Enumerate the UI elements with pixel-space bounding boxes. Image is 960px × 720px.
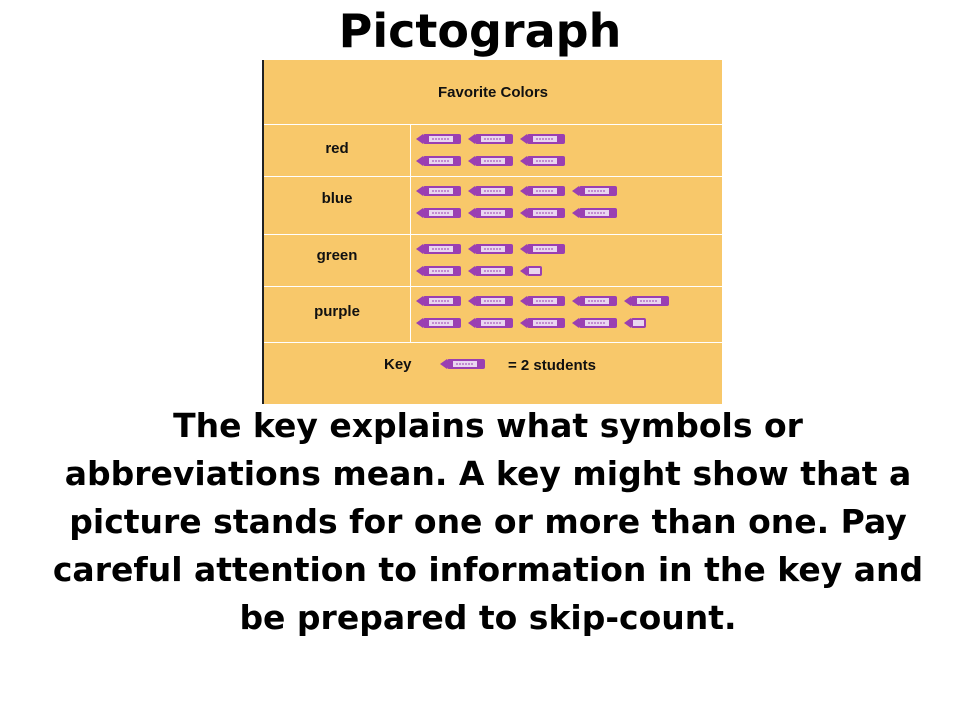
symbol-purple-crayon-icon (520, 316, 566, 330)
symbol-blue-crayon-icon (468, 184, 514, 198)
grid-row-line (264, 176, 722, 177)
symbol-blue-crayon-icon (572, 206, 618, 220)
category-label-blue: blue (321, 190, 353, 207)
symbol-red-crayon-icon (468, 154, 514, 168)
grid-row-line (264, 342, 722, 343)
grid-column-line (410, 124, 411, 342)
symbol-green-crayon-icon (520, 242, 566, 256)
category-label-green: green (316, 247, 358, 264)
symbol-blue-crayon-icon (520, 206, 566, 220)
symbol-purple-crayon-icon (416, 294, 462, 308)
symbol-green-crayon-icon (468, 264, 514, 278)
symbol-red-crayon-icon (416, 132, 462, 146)
symbol-red-crayon-icon (520, 154, 566, 168)
symbol-red-crayon-icon (468, 132, 514, 146)
symbol-green-crayon-icon (416, 264, 462, 278)
symbol-blue-crayon-icon (416, 184, 462, 198)
symbol-red-crayon-icon (416, 154, 462, 168)
symbol-blue-crayon-icon (416, 206, 462, 220)
symbol-green-crayon-icon (520, 264, 543, 278)
chart-title: Favorite Colors (437, 84, 549, 101)
category-label-red: red (325, 140, 349, 157)
symbol-blue-crayon-icon (468, 206, 514, 220)
caption-text: The key explains what symbols or abbreviations mean. A key might show that a picture stands for one or more than one. Pay careful attention to information in the key and be prepared to skip-count. (52, 406, 924, 637)
key-crayon-icon (440, 357, 486, 371)
symbol-green-crayon-icon (468, 242, 514, 256)
page-title: Pictograph (338, 4, 622, 58)
grid-row-line (264, 286, 722, 287)
symbol-purple-crayon-icon (520, 294, 566, 308)
pictograph-chart (262, 60, 722, 404)
symbol-purple-crayon-icon (572, 316, 618, 330)
grid-row-line (264, 234, 722, 235)
symbol-blue-crayon-icon (520, 184, 566, 198)
symbol-purple-crayon-icon (624, 294, 670, 308)
symbol-purple-crayon-icon (624, 316, 647, 330)
symbol-purple-crayon-icon (468, 316, 514, 330)
symbol-blue-crayon-icon (572, 184, 618, 198)
symbol-red-crayon-icon (520, 132, 566, 146)
key-text: = 2 students (508, 357, 596, 374)
symbol-purple-crayon-icon (572, 294, 618, 308)
grid-row-line (264, 124, 722, 125)
category-label-purple: purple (314, 303, 360, 320)
symbol-green-crayon-icon (416, 242, 462, 256)
key-label: Key (384, 356, 412, 373)
symbol-purple-crayon-icon (416, 316, 462, 330)
symbol-purple-crayon-icon (468, 294, 514, 308)
